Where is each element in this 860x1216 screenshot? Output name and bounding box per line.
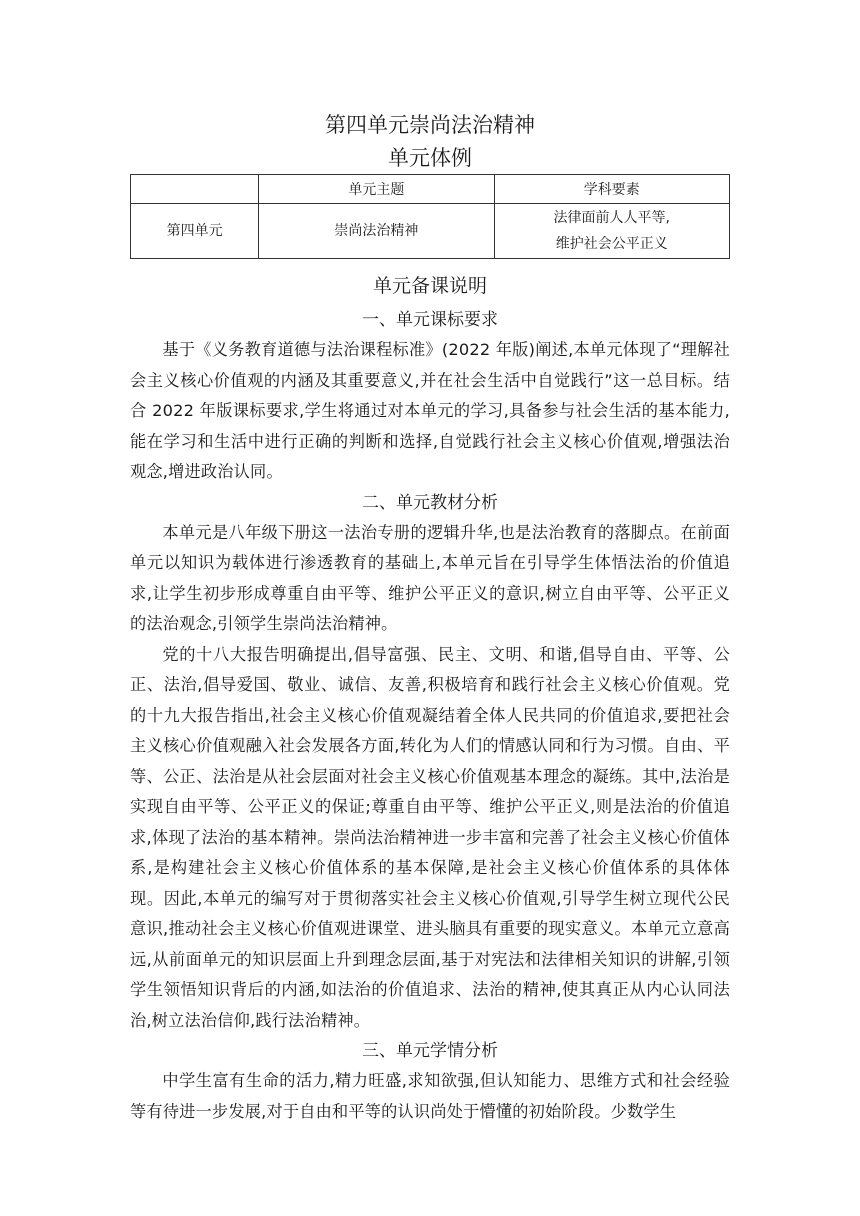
section-heading: 一、单元课标要求 <box>362 310 498 330</box>
paragraph: 基于《义务教育道德与法治课程标准》(2022 年版)阐述,本单元体现了“理解社会主义核心价值观的内涵及其重要意义,并在社会生活中自觉践行”这一总目标。结合 2022 年版课标要求,学生将通过对本单元的学习,具备参与社会生活的基本能力,能在学习和生活中进行正确的判断和选择,自觉践行社会主义核心价值观,增强法治观念,增进政治认同。 <box>130 340 730 481</box>
unit-structure-table <box>130 174 730 259</box>
table-header-cell <box>131 175 259 204</box>
document-page <box>130 108 730 1127</box>
table-header-row <box>131 175 730 204</box>
table-header-cell: 学科要素 <box>494 175 729 204</box>
table-row <box>131 204 730 259</box>
notes-title: 单元备课说明 <box>372 275 487 297</box>
table-cell-elements <box>494 204 729 259</box>
section-heading: 二、单元教材分析 <box>362 492 498 513</box>
table-cell-theme: 崇尚法治精神 <box>259 204 494 259</box>
document-subtitle: 单元体例 <box>388 146 472 170</box>
table-cell-elements-line: 维护社会公平正义 <box>555 236 668 252</box>
document-title: 第四单元崇尚法治精神 <box>325 113 535 137</box>
paragraph: 党的十八大报告明确提出,倡导富强、民主、文明、和谐,倡导自由、平等、公正、法治,倡导爱国、敬业、诚信、友善,积极培育和践行社会主义核心价值观。党的十九大报告指出,社会主义核心价值观凝结着全体人民共同的价值追求,要把社会主义核心价值观融入社会发展各方面,转化为人们的情感认同和行为习惯。自由、平等、公正、法治是从社会层面对社会主义核心价值观基本理念的凝练。其中,法治是实现自由平等、公平正义的保证;尊重自由平等、维护公平正义,则是法治的价值追求,体现了法治的基本精神。崇尚法治精神进一步丰富和完善了社会主义核心价值体系,是构建社会主义核心价值体系的基本保障,是社会主义核心价值体系的具体体现。因此,本单元的编写对于贯彻落实社会主义核心价值观,引导学生树立现代公民意识,推动社会主义核心价值观进课堂、进头脑具有重要的现实意义。本单元立意高远,从前面单元的知识层面上升到理念层面,基于对宪法和法律相关知识的讲解,引领学生领悟知识背后的内涵,如法治的价值追求、法治的精神,使其真正从内心认同法治,树立法治信仰,践行法治精神。 <box>130 644 730 1030</box>
section-heading: 三、单元学情分析 <box>362 1041 498 1061</box>
table-header-cell: 单元主题 <box>259 175 494 204</box>
paragraph: 中学生富有生命的活力,精力旺盛,求知欲强,但认知能力、思维方式和社会经验等有待进一步发展,对于自由和平等的认识尚处于懵懂的初始阶段。少数学生 <box>130 1071 730 1121</box>
table-cell-unit: 第四单元 <box>131 204 259 259</box>
table-cell-elements-line: 法律面前人人平等, <box>553 210 670 226</box>
paragraph: 本单元是八年级下册这一法治专册的逻辑升华,也是法治教育的落脚点。在前面单元以知识为载体进行渗透教育的基础上,本单元旨在引导学生体悟法治的价值追求,让学生初步形成尊重自由平等、维护公平正义的意识,树立自由平等、公平正义的法治观念,引领学生崇尚法治精神。 <box>130 522 730 633</box>
